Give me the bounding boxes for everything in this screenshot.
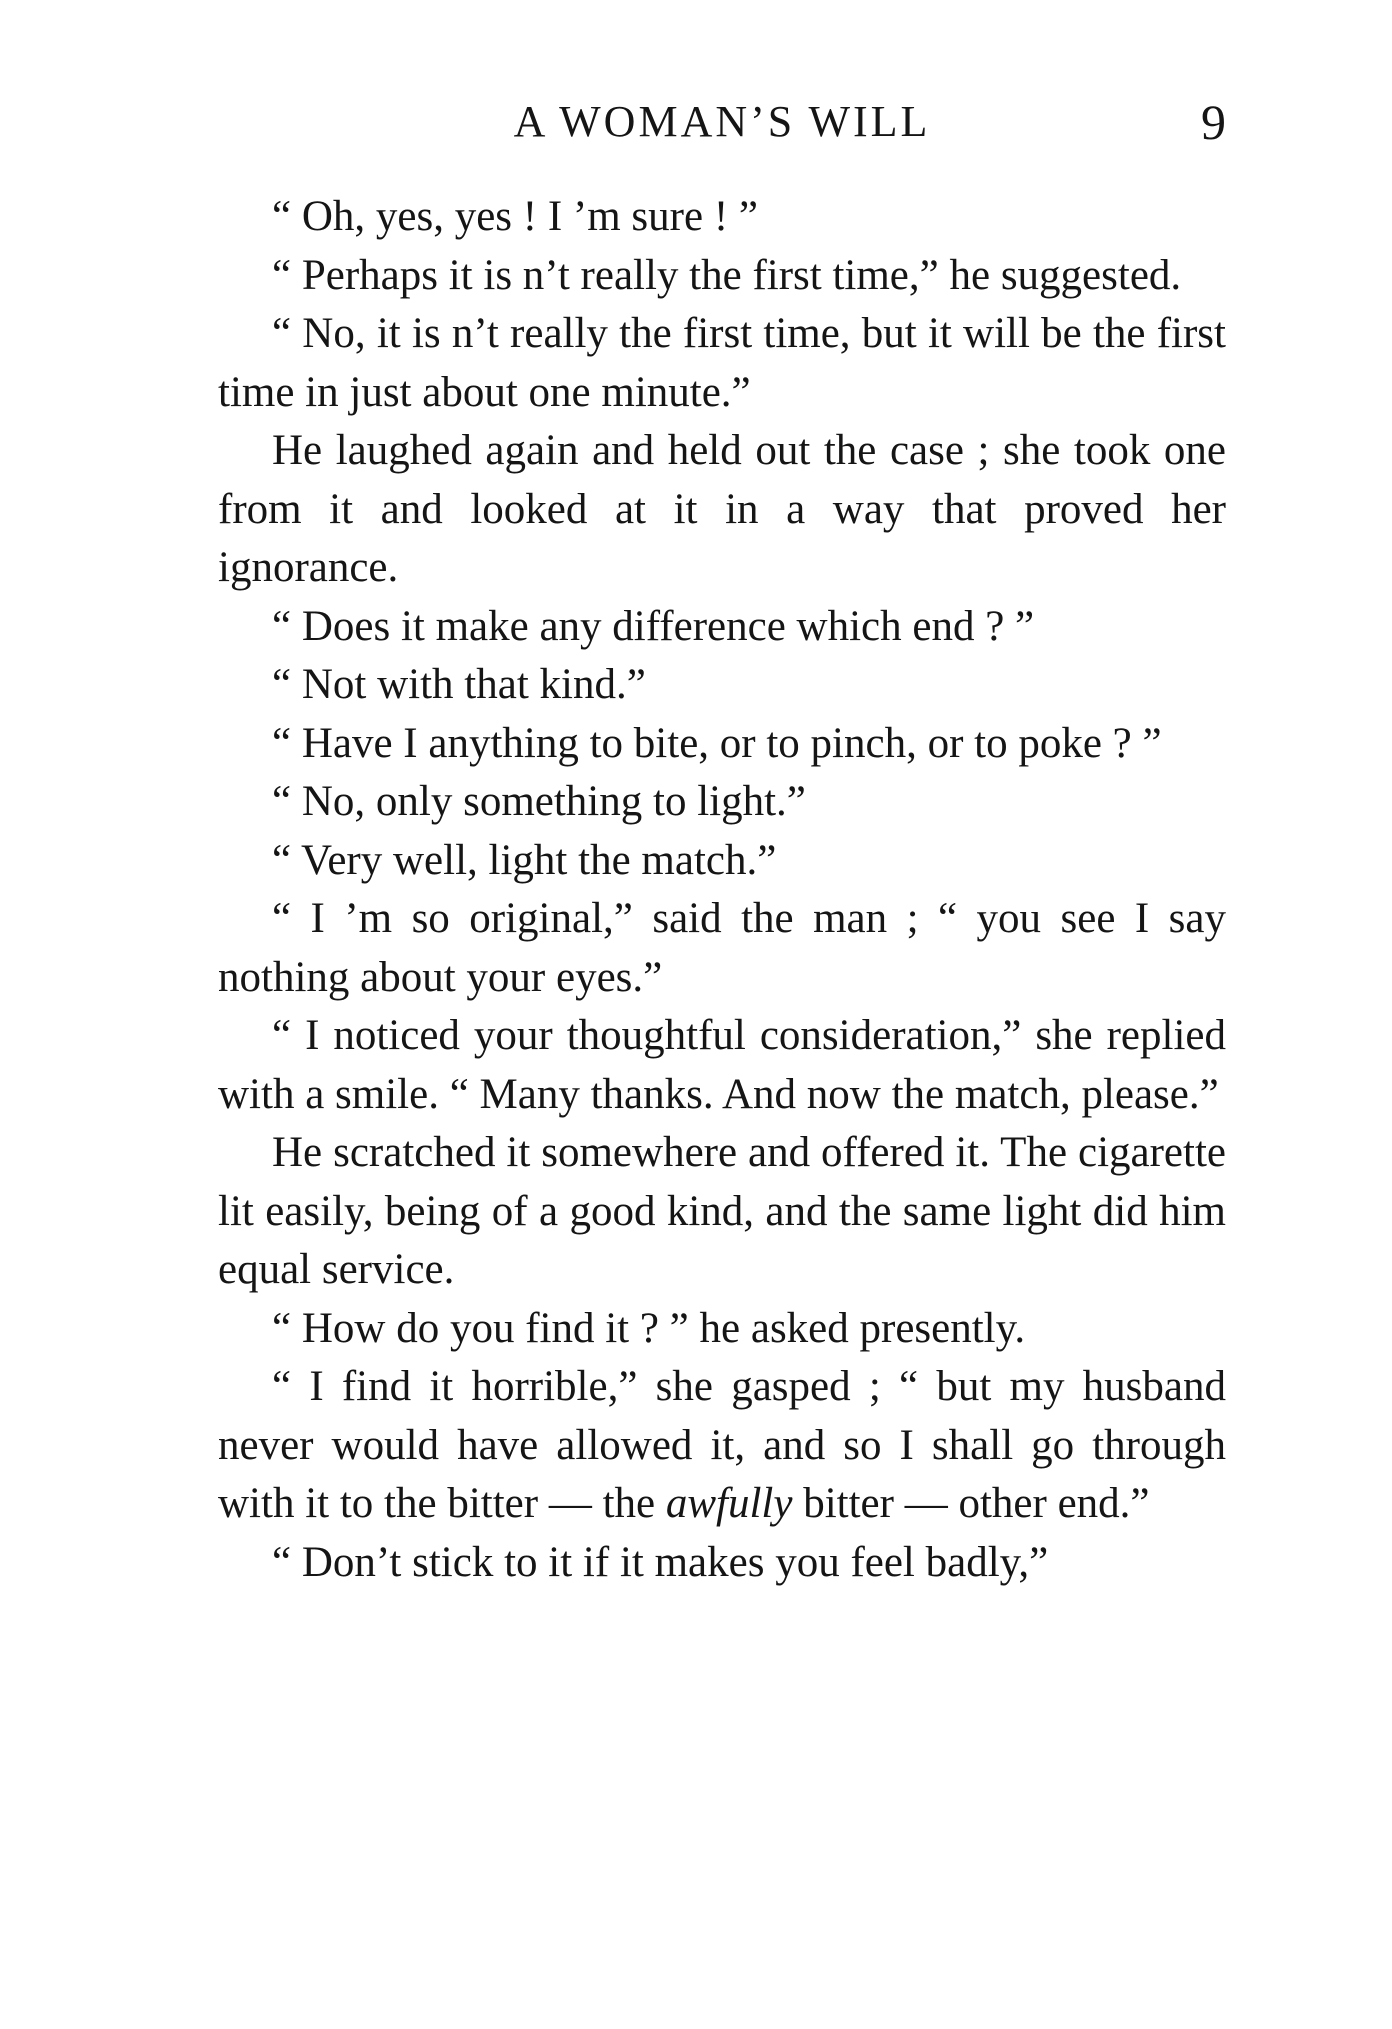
page-number: 9: [1201, 94, 1226, 150]
paragraph-text: bitter — other end.”: [792, 1480, 1150, 1527]
paragraph: “ No, only something to light.”: [272, 778, 806, 825]
paragraph: [218, 1358, 1226, 1534]
paragraph: “ Not with that kind.”: [272, 661, 646, 708]
paragraph: He laughed again and held out the case ; she took one from it and looked at it in a way that proved her ignorance.: [218, 427, 1226, 591]
paragraph: “ Have I anything to bite, or to pinch, or to poke ? ”: [272, 719, 1162, 767]
emphasized-word: awfully: [665, 1480, 793, 1527]
paragraph: He scratched it somewhere and offered it. The cigarette lit easily, being of a good kind, and the same light did him equal service.: [218, 1129, 1226, 1293]
paragraph: “ I ’m so original,” said the man ; “ you see I say nothing about your eyes.”: [218, 895, 1226, 1001]
paragraph: “ How do you find it ? ” he asked presently.: [272, 1304, 1026, 1352]
paragraph: “ Oh, yes, yes ! I ’m sure ! ”: [272, 193, 758, 240]
paragraph: “ Don’t stick to it if it makes you feel badly,”: [272, 1538, 1049, 1586]
paragraph: “ Perhaps it is n’t really the first time,” he suggested.: [272, 251, 1182, 299]
paragraph-text: “ I find it horrible,” she gasped ; “ but my husband never would have allowed it, and so I shall go through with it to the bitter — the: [218, 1363, 1226, 1527]
paragraph: “ Very well, light the match.”: [272, 836, 777, 884]
paragraph: “ Does it make any difference which end ? ”: [272, 602, 1035, 650]
paragraph: “ No, it is n’t really the first time, but it will be the first time in just about one minute.”: [218, 310, 1226, 416]
running-head: [218, 92, 1226, 152]
body-text: [218, 188, 1226, 1592]
paragraph: “ I noticed your thoughtful consideration,” she replied with a smile. “ Many thanks. And now the match, please.”: [218, 1012, 1226, 1118]
running-title: A WOMAN’S WILL: [513, 97, 931, 146]
